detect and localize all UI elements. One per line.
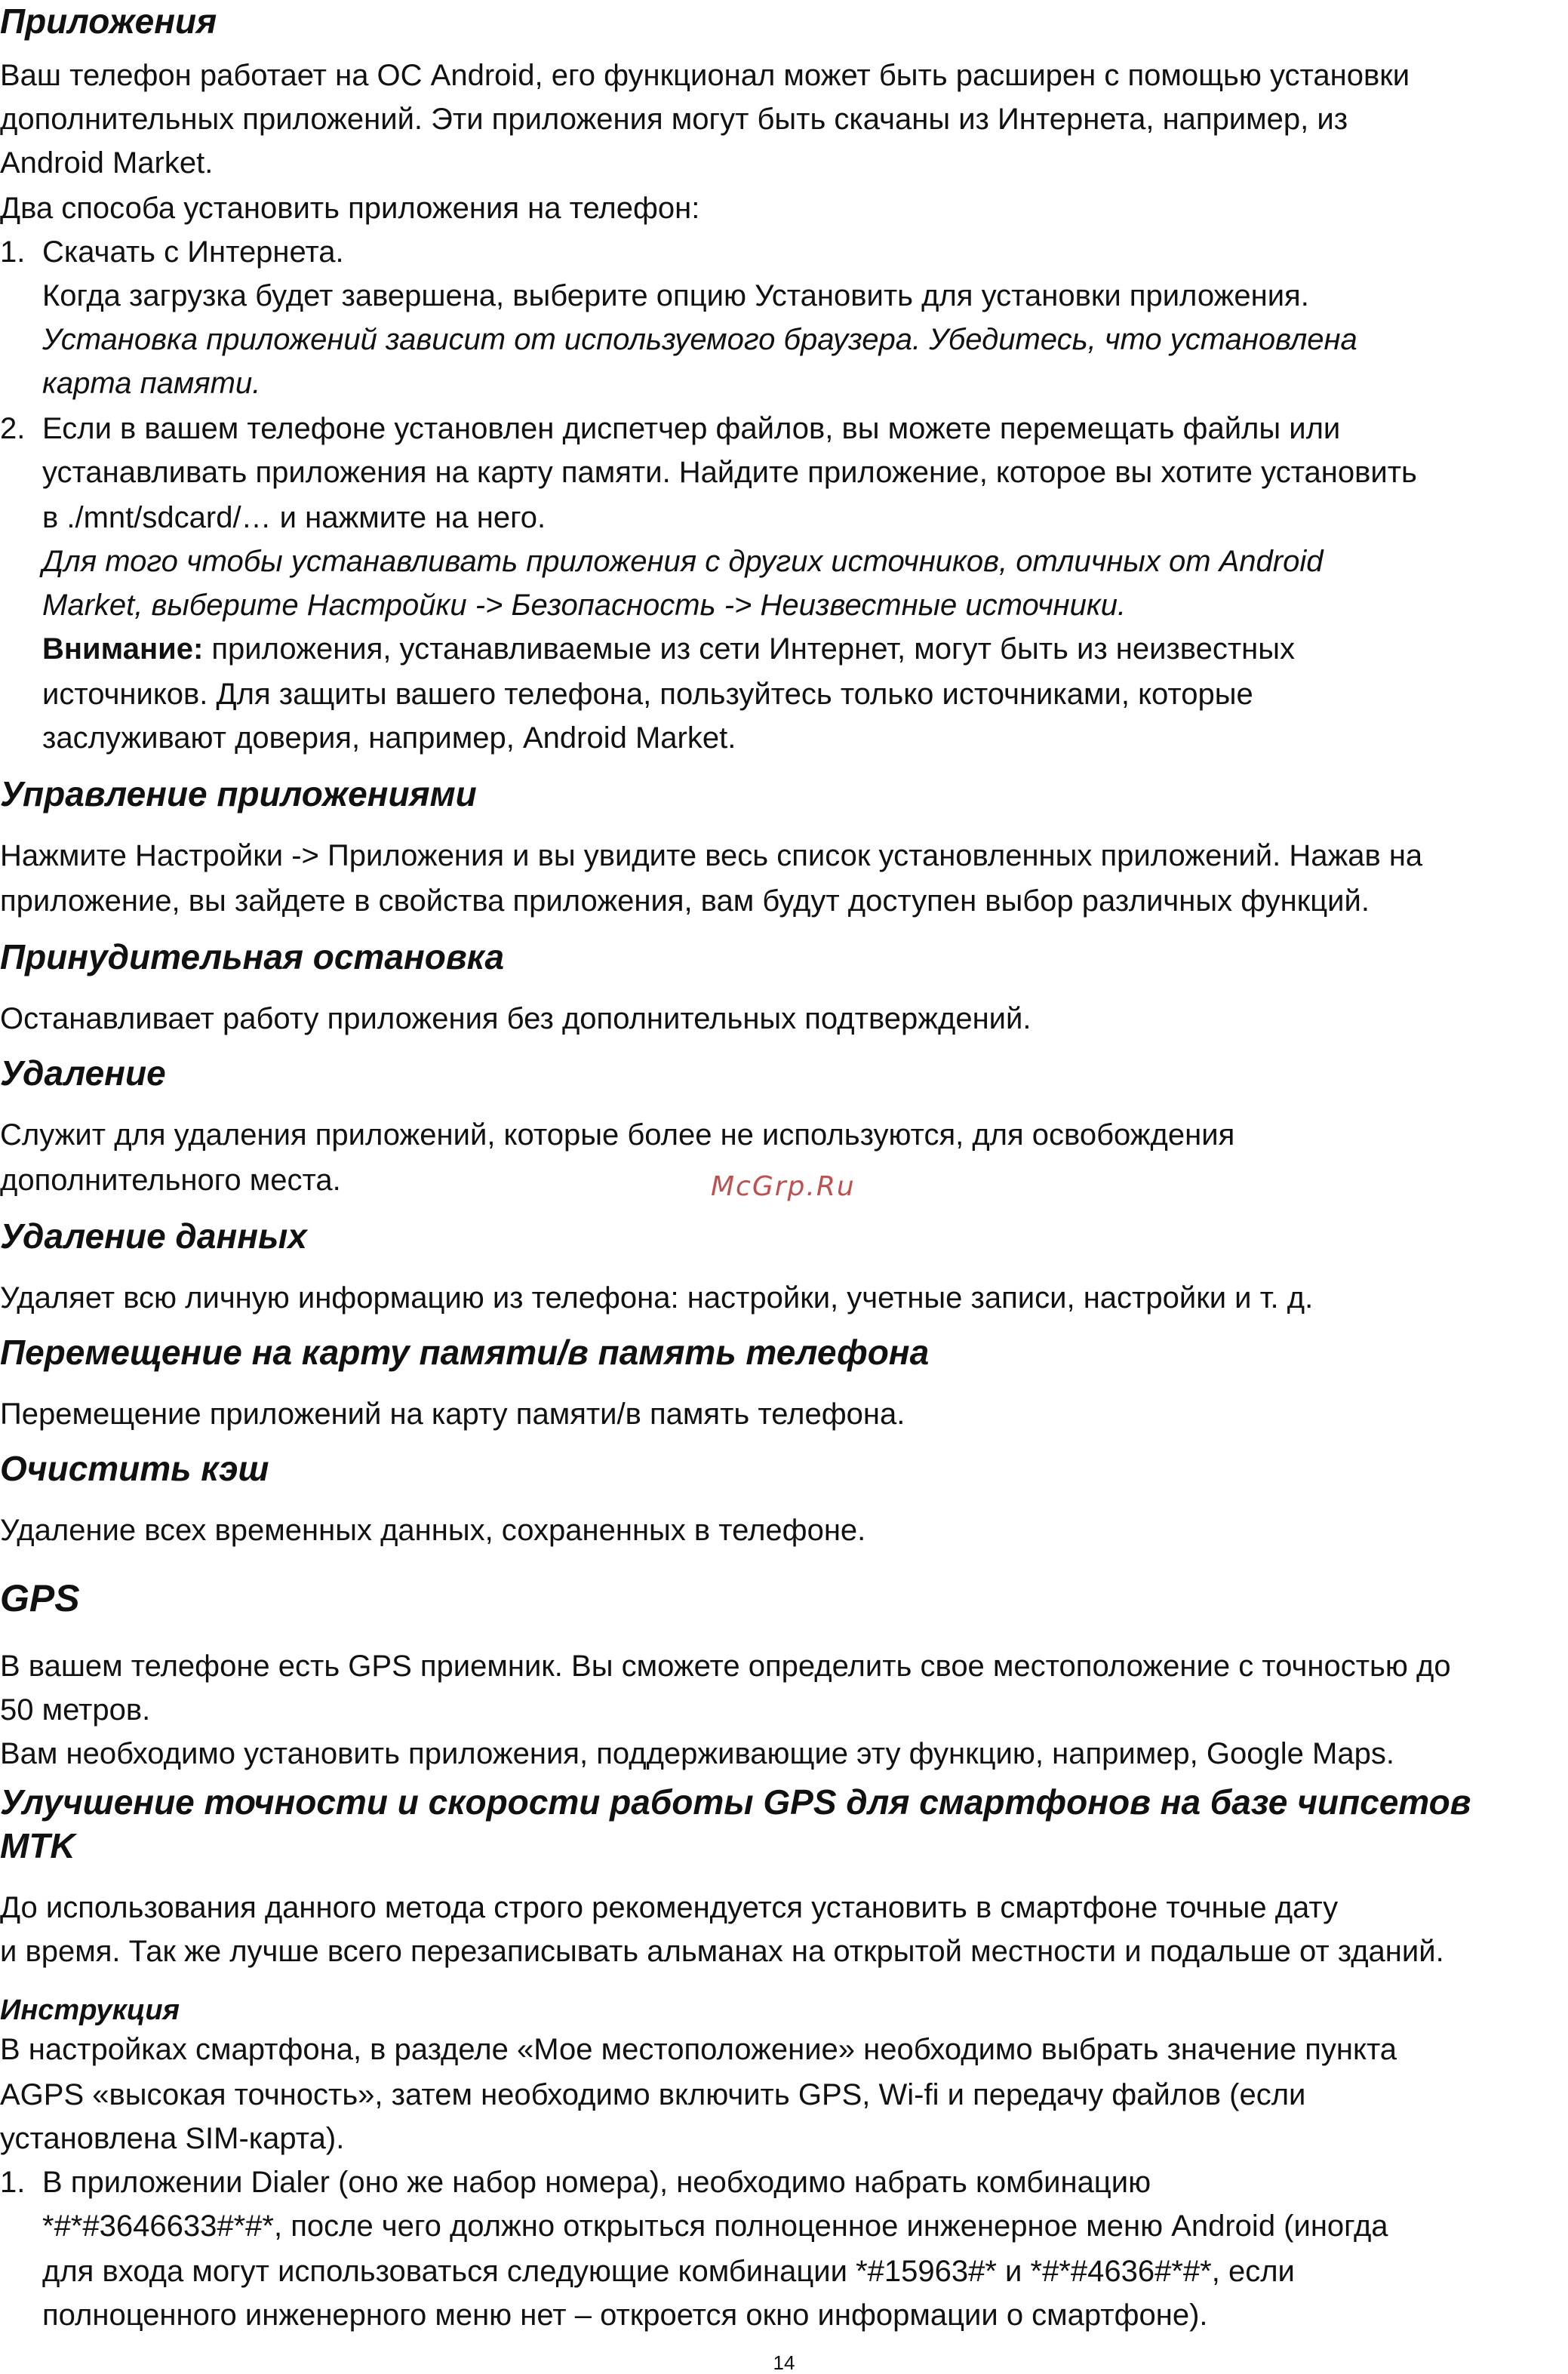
- heading-force-stop: Принудительная остановка: [0, 937, 505, 976]
- list-line: полноценного инженерного меню нет – откроется окно информации о смартфоне).: [42, 2299, 1208, 2332]
- list-number: 1.: [0, 2166, 26, 2199]
- body-line: Вам необходимо установить приложения, поддерживающие эту функцию, например, Google Maps.: [0, 1737, 1394, 1770]
- body-line: AGPS «высокая точность», затем необходимо включить GPS, Wi-fi и передачу файлов (если: [0, 2078, 1306, 2111]
- body-line: Два способа установить приложения на телефон:: [0, 192, 700, 225]
- list-note-line: карта памяти.: [42, 367, 261, 400]
- body-line: В вашем телефоне есть GPS приемник. Вы сможете определить свое местоположение с точностью до: [0, 1650, 1451, 1683]
- heading-instruction: Инструкция: [0, 1994, 180, 2026]
- heading-gps-mtk: MTK: [0, 1826, 75, 1865]
- heading-clear-data: Удаление данных: [0, 1216, 307, 1256]
- heading-gps: GPS: [0, 1577, 80, 1619]
- body-line: приложение, вы зайдете в свойства приложения, вам будут доступен выбор различных функций.: [0, 884, 1370, 918]
- heading-gps-mtk: Улучшение точности и скорости работы GPS для смартфонов на базе чипсетов: [0, 1782, 1471, 1822]
- body-line: Нажмите Настройки -> Приложения и вы увидите весь список установленных приложений. Нажав на: [0, 839, 1423, 872]
- warning-line: [42, 631, 1295, 667]
- body-line: установлена SIM-карта).: [0, 2122, 345, 2155]
- warning-text: приложения, устанавливаемые из сети Интернет, могут быть из неизвестных: [203, 632, 1296, 666]
- list-line: для входа могут использоваться следующие комбинации *#15963#* и *#*#4636#*#*, если: [42, 2255, 1295, 2288]
- body-line: Служит для удаления приложений, которые более не используются, для освобождения: [0, 1118, 1235, 1152]
- heading-move-storage: Перемещение на карту памяти/в память телефона: [0, 1333, 930, 1372]
- heading-manage-apps: Управление приложениями: [0, 774, 477, 813]
- list-line: Скачать с Интернета.: [42, 235, 344, 269]
- list-line: устанавливать приложения на карту памяти. Найдите приложение, которое вы хотите установить: [42, 456, 1417, 489]
- body-line: и время. Так же лучше всего перезаписывать альманах на открытой местности и подальше от зданий.: [0, 1935, 1444, 1968]
- body-line: До использования данного метода строго рекомендуется установить в смартфоне точные дату: [0, 1891, 1339, 1924]
- warning-label: Внимание:: [42, 632, 204, 666]
- body-line: Удаление всех временных данных, сохраненных в телефоне.: [0, 1514, 866, 1547]
- list-note-line: Установка приложений зависит от используемого браузера. Убедитесь, что установлена: [42, 323, 1357, 356]
- list-number: 1.: [0, 235, 26, 269]
- body-line: Android Market.: [0, 146, 214, 180]
- watermark: McGrp.Ru: [711, 1171, 856, 1202]
- body-line: дополнительных приложений. Эти приложения могут быть скачаны из Интернета, например, из: [0, 103, 1348, 136]
- warning-line: заслуживают доверия, например, Android Market.: [42, 721, 736, 755]
- list-line: Когда загрузка будет завершена, выберите опцию Установить для установки приложения.: [42, 279, 1309, 312]
- body-line: Останавливает работу приложения без дополнительных подтверждений.: [0, 1002, 1031, 1035]
- body-line: В настройках смартфона, в разделе «Мое местоположение» необходимо выбрать значение пункта: [0, 2033, 1397, 2066]
- list-note-line: Market, выберите Настройки -> Безопасность -> Неизвестные источники.: [42, 589, 1127, 622]
- body-line: Ваш телефон работает на ОС Android, его функционал может быть расширен с помощью установки: [0, 59, 1410, 92]
- page-number: 14: [773, 2351, 795, 2374]
- heading-apps: Приложения: [0, 2, 217, 41]
- list-number: 2.: [0, 412, 26, 445]
- body-line: Перемещение приложений на карту памяти/в память телефона.: [0, 1398, 905, 1431]
- list-note-line: Для того чтобы устанавливать приложения с других источников, отличных от Android: [42, 545, 1324, 578]
- heading-uninstall: Удаление: [0, 1053, 166, 1093]
- list-line: В приложении Dialer (оно же набор номера), необходимо набрать комбинацию: [42, 2166, 1151, 2199]
- body-line: дополнительного места.: [0, 1164, 341, 1197]
- list-line: в ./mnt/sdcard/… и нажмите на него.: [42, 501, 546, 534]
- list-line: *#*#3646633#*#*, после чего должно открыться полноценное инженерное меню Android (иногда: [42, 2209, 1388, 2243]
- heading-clear-cache: Очистить кэш: [0, 1449, 269, 1488]
- body-line: 50 метров.: [0, 1693, 151, 1727]
- list-line: Если в вашем телефоне установлен диспетчер файлов, вы можете перемещать файлы или: [42, 412, 1341, 445]
- warning-line: источников. Для защиты вашего телефона, пользуйтесь только источниками, которые: [42, 678, 1253, 711]
- body-line: Удаляет всю личную информацию из телефона: настройки, учетные записи, настройки и т. д.: [0, 1281, 1314, 1315]
